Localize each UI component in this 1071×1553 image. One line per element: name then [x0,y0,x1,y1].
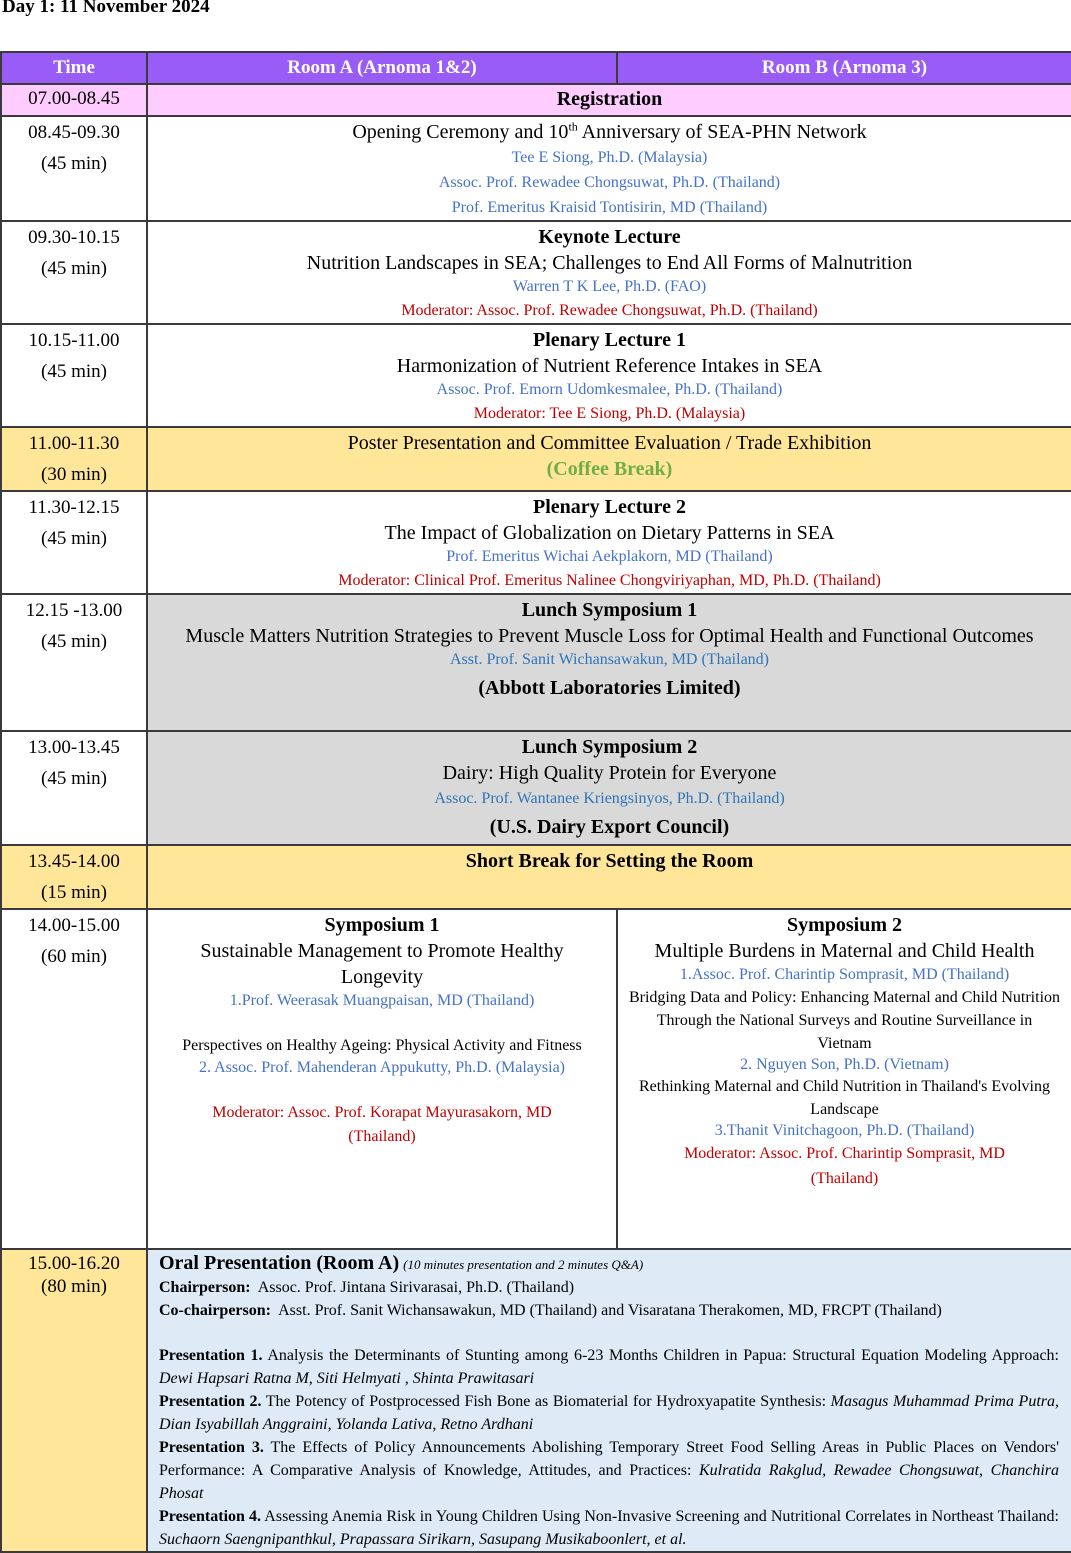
session-title: The Impact of Globalization on Dietary Patterns in SEA [384,522,835,544]
row-lunch-1 [1,594,1071,731]
speaker: 2. Assoc. Prof. Mahenderan Appukutty, Ph.D. (Malaysia) [198,1059,566,1076]
moderator: Moderator: Assoc. Prof. Charintip Somprasit, MD (Thailand) [684,1145,1005,1187]
symposium-2-cell [617,909,1071,1249]
list-item: Presentation 3. The Effects of Policy Announcements Abolishing Temporary Street Food Selling Areas in Public Places on Vendors' Performance: A Comparative Analysis of Knowledge, Attitudes, and Practices: Kulratida Rakglud, Rewadee Chongsuwat, Chanchira Phosat [159,1439,1060,1502]
row-plenary-1 [1,324,1071,427]
session-title: Multiple Burdens in Maternal and Child Health [654,940,1035,962]
row-short-break [1,845,1071,909]
row-keynote [1,221,1071,324]
sponsor: (Abbott Laboratories Limited) [478,677,741,699]
row-opening [1,116,1071,221]
time-range: 07.00-08.45 [28,88,120,109]
row-symposia [1,909,1071,1249]
coffee-break: (Coffee Break) [546,458,673,480]
oral-note: (10 minutes presentation and 2 minutes Q&A) [403,1257,644,1272]
plenary-2-cell [147,491,1071,594]
duration: (60 min) [41,946,107,967]
session-label: Plenary Lecture 2 [533,496,686,518]
row-poster [1,427,1071,491]
time-range: 12.15 -13.00 [25,600,123,621]
sponsor: (U.S. Dairy Export Council) [489,816,730,838]
duration: (30 min) [41,464,107,485]
lunch-2-cell [147,731,1071,845]
poster-title: Poster Presentation and Committee Evaluation / Trade Exhibition [347,432,872,454]
moderator: Moderator: Assoc. Prof. Rewadee Chongsuwat, Ph.D. (Thailand) [401,302,818,319]
speaker: Prof. Emeritus Wichai Aekplakorn, MD (Thailand) [446,548,773,565]
oral-presentation-cell [147,1249,1071,1552]
session-title: Harmonization of Nutrient Reference Intakes in SEA [396,355,823,377]
registration-cell [147,84,1071,116]
row-plenary-2 [1,491,1071,594]
list-item: Presentation 1. Analysis the Determinants of Stunting among 6-23 Months Children in Papua: Structural Equation Modeling Approach: Dewi Hapsari Ratna M, Siti Helmyati , Shinta Prawitasari [159,1347,1060,1387]
header-room-a: Room A (Arnoma 1&2) [147,52,617,84]
time-range: 11.00-11.30 [28,433,120,454]
program-table [0,51,1071,1553]
speaker: 1.Assoc. Prof. Charintip Somprasit, MD (Thailand) [679,966,1010,983]
speaker: Tee E Siong, Ph.D. (Malaysia) [511,149,708,166]
list-item: Presentation 2. The Potency of Postprocessed Fish Bone as Biomaterial for Hydroxyapatite Synthesis: Masagus Muhammad Prima Putra, Dian Isyabillah Anggraini, Yolanda Lativa, Retno Ardhani [159,1393,1059,1433]
speaker: Prof. Emeritus Kraisid Tontisirin, MD (Thailand) [451,199,768,216]
session-label: Symposium 1 [324,914,440,936]
speaker: Assoc. Prof. Rewadee Chongsuwat, Ph.D. (Thailand) [438,174,781,191]
time-cell [1,116,147,221]
lunch-1-cell [147,594,1071,731]
time-range: 09.30-10.15 [28,227,120,248]
short-break-title: Short Break for Setting the Room [465,850,754,872]
time-cell [1,731,147,845]
time-range: 15.00-16.20 [28,1253,120,1274]
poster-cell [147,427,1071,491]
duration: (15 min) [41,882,107,903]
time-cell [1,221,147,324]
duration: (45 min) [41,361,107,382]
row-registration [1,84,1071,116]
time-cell [1,84,147,116]
co-chairperson: Asst. Prof. Sanit Wichansawakun, MD (Thailand) and Visaratana Therakomen, MD, FRCPT (Thailand) [278,1302,942,1319]
session-label: Symposium 2 [786,914,903,936]
row-oral [1,1249,1071,1552]
speaker: 3.Thanit Vinitchagoon, Ph.D. (Thailand) [714,1122,975,1139]
speaker: 2. Nguyen Son, Ph.D. (Vietnam) [740,1056,949,1073]
chairperson: Assoc. Prof. Jintana Sirivarasai, Ph.D. (Thailand) [257,1279,575,1296]
plenary-1-cell [147,324,1071,427]
cochair-label: Co-chairperson: [159,1302,271,1319]
session-title: Muscle Matters Nutrition Strategies to Prevent Muscle Loss for Optimal Health and Functional Outcomes [185,625,1034,647]
session-label: Lunch Symposium 2 [521,736,698,758]
list-item: Presentation 4. Assessing Anemia Risk in Young Children Using Non-Invasive Screening and Nutritional Correlates in Northeast Thailand: Suchaorn Saengnipanthkul, Prapassara Sirikarn, Sasupang Musikaboonlert, et al. [159,1508,1059,1548]
time-range: 08.45-09.30 [28,122,120,143]
time-cell [1,909,147,1249]
speaker: Assoc. Prof. Emorn Udomkesmalee, Ph.D. (Thailand) [436,381,783,398]
moderator: Moderator: Tee E Siong, Ph.D. (Malaysia) [473,405,746,422]
speaker: Assoc. Prof. Wantanee Kriengsinyos, Ph.D. (Thailand) [434,790,785,807]
header-time: Time [1,52,147,84]
time-range: 13.45-14.00 [28,851,120,872]
short-break-cell [147,845,1071,909]
opening-title: Opening Ceremony and 10th Anniversary of SEA-PHN Network [352,119,867,143]
time-cell [1,324,147,427]
duration: (45 min) [41,153,107,174]
registration-title: Registration [556,88,663,110]
session-title: Sustainable Management to Promote Healthy Longevity [200,940,564,988]
time-cell [1,594,147,731]
session-label: Keynote Lecture [538,226,681,248]
session-title: Nutrition Landscapes in SEA; Challenges to End All Forms of Malnutrition [306,252,913,274]
day-title: Day 1: 11 November 2024 [2,0,210,17]
header-room-b: Room B (Arnoma 3) [617,52,1071,84]
chair-label: Chairperson: [159,1279,251,1296]
oral-title: Oral Presentation (Room A) [159,1252,400,1274]
time-range: 10.15-11.00 [28,330,120,351]
speaker: 1.Prof. Weerasak Muangpaisan, MD (Thailand) [229,992,535,1009]
topic: Rethinking Maternal and Child Nutrition in Thailand's Evolving Landscape [639,1078,1050,1118]
keynote-cell [147,221,1071,324]
speaker: Asst. Prof. Sanit Wichansawakun, MD (Thailand) [449,651,769,668]
time-cell [1,1249,147,1552]
duration: (45 min) [41,631,107,652]
time-cell [1,845,147,909]
session-title: Dairy: High Quality Protein for Everyone [442,762,777,784]
session-label: Plenary Lecture 1 [533,329,686,351]
speaker: Warren T K Lee, Ph.D. (FAO) [512,278,707,295]
row-lunch-2 [1,731,1071,845]
table-header [1,52,1071,84]
time-range: 14.00-15.00 [28,915,120,936]
opening-cell [147,116,1071,221]
symposium-1-cell [147,909,617,1249]
duration: (80 min) [41,1276,107,1297]
time-cell [1,491,147,594]
topic: Bridging Data and Policy: Enhancing Maternal and Child Nutrition Through the National Surveys and Routine Surveillance in Vietnam [628,989,1061,1052]
duration: (45 min) [41,258,107,279]
session-label: Lunch Symposium 1 [521,599,698,621]
time-range: 11.30-12.15 [28,497,120,518]
duration: (45 min) [41,768,107,789]
time-cell [1,427,147,491]
topic: Perspectives on Healthy Ageing: Physical Activity and Fitness [182,1037,582,1054]
moderator: Moderator: Clinical Prof. Emeritus Nalinee Chongviriyaphan, MD, Ph.D. (Thailand) [338,572,881,589]
time-range: 13.00-13.45 [28,737,120,758]
moderator: Moderator: Assoc. Prof. Korapat Mayurasakorn, MD (Thailand) [212,1104,552,1145]
duration: (45 min) [41,528,107,549]
